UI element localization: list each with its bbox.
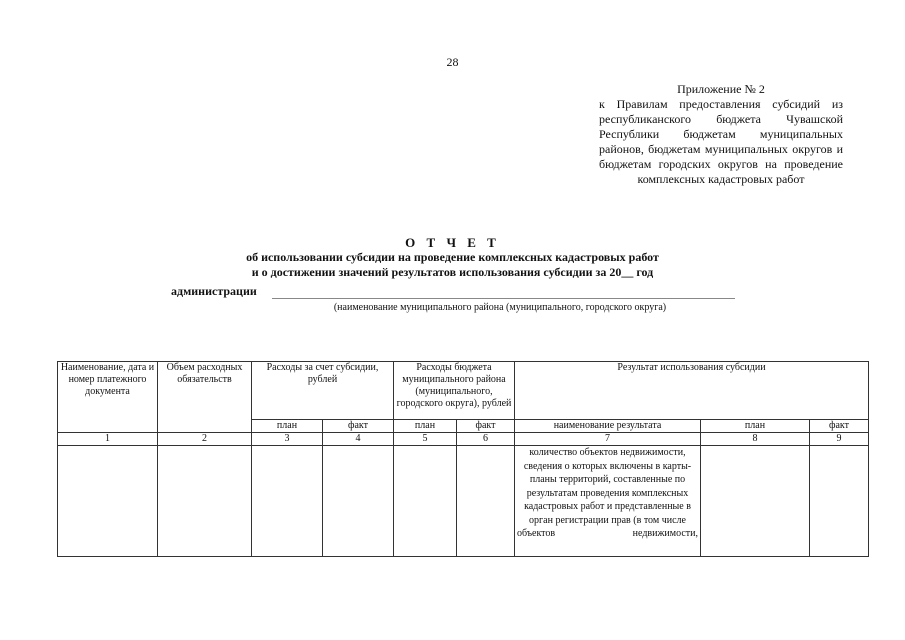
header-subsidy-expenses: Расходы за счет субсидии, рублей	[252, 362, 394, 420]
column-number: 4	[323, 433, 394, 446]
cell-result-name: количество объектов недвижимости, сведения о которых включены в карты-планы территорий, составленные по результатам проведения комплексных кадастровых работ и представленные в орган регистрации прав (в том числе объектов недвижимости,	[515, 446, 701, 557]
subheader-fact-6: факт	[457, 420, 515, 433]
appendix-block	[599, 82, 843, 187]
subheader-result-name: наименование результата	[515, 420, 701, 433]
cell-payment-document	[58, 446, 158, 557]
admin-underline	[272, 298, 735, 299]
page-number: 28	[446, 55, 459, 69]
column-number: 6	[457, 433, 515, 446]
header-municipal-expenses: Расходы бюджета муниципального района (муниципального, городского округа), рублей	[394, 362, 515, 420]
column-number: 8	[701, 433, 810, 446]
column-number: 1	[58, 433, 158, 446]
header-payment-document: Наименование, дата и номер платежного документа	[58, 362, 158, 433]
table-row	[58, 446, 869, 557]
cell-subsidy-fact	[323, 446, 394, 557]
cell-obligations	[158, 446, 252, 557]
column-number-row	[58, 433, 869, 446]
report-title: О Т Ч Е Т	[405, 235, 500, 250]
subheader-fact-4: факт	[323, 420, 394, 433]
column-number: 5	[394, 433, 457, 446]
subheader-plan-8: план	[701, 420, 810, 433]
column-number: 7	[515, 433, 701, 446]
report-subtitle	[0, 250, 905, 280]
subheader-plan-3: план	[252, 420, 323, 433]
appendix-title: Приложение № 2	[677, 82, 765, 96]
column-number: 2	[158, 433, 252, 446]
subheader-plan-5: план	[394, 420, 457, 433]
report-subtitle-line1: об использовании субсидии на проведение комплексных кадастровых работ	[246, 250, 659, 264]
header-subsidy-result: Результат использования субсидии	[515, 362, 869, 420]
cell-subsidy-plan	[252, 446, 323, 557]
column-number: 3	[252, 433, 323, 446]
appendix-body: к Правилам предоставления субсидий из республиканского бюджета Чувашской Республики бюджетам муниципальных районов, бюджетам муниципальных округов и бюджетам городских округов на проведение комплексных кадастровых работ	[599, 97, 843, 186]
cell-municipal-fact	[457, 446, 515, 557]
header-obligations: Объем расходных обязательств	[158, 362, 252, 433]
cell-result-plan	[701, 446, 810, 557]
subheader-fact-9: факт	[810, 420, 869, 433]
cell-result-fact	[810, 446, 869, 557]
admin-caption: (наименование муниципального района (муниципального, городского округа)	[333, 302, 667, 313]
report-subtitle-line2: и о достижении значений результатов использования субсидии за 20__ год	[251, 265, 654, 279]
cell-municipal-plan	[394, 446, 457, 557]
report-table	[57, 361, 869, 557]
column-number: 9	[810, 433, 869, 446]
admin-label: администрации	[171, 284, 257, 298]
header-row	[58, 362, 869, 420]
